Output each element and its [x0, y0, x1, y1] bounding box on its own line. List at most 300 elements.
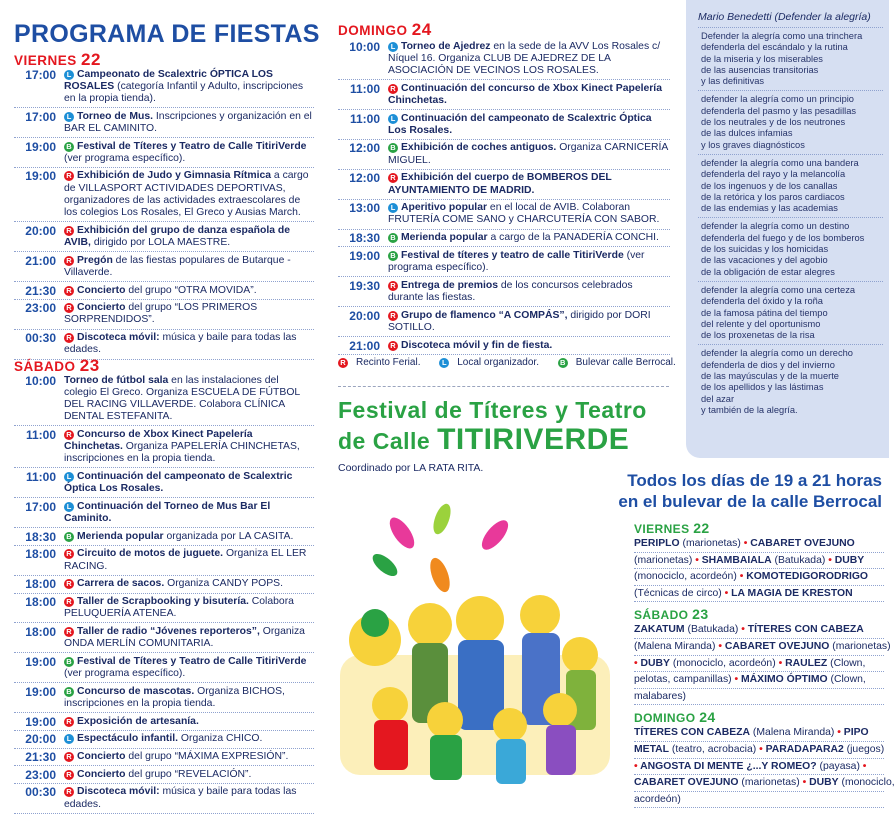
performer-name: RAULEZ [782, 657, 828, 669]
bullet-icon: • [724, 587, 729, 599]
schedule-row [14, 300, 314, 330]
event-title: Grupo de flamenco “A COMPÁS”, [401, 309, 568, 321]
event-title: Torneo de Ajedrez [401, 40, 491, 52]
event-text [64, 626, 314, 650]
performer-detail: (Malena Miranda) [634, 640, 719, 652]
schedule-row [14, 683, 314, 713]
bullet-icon: • [739, 571, 744, 583]
festival-line [634, 689, 884, 706]
bullet-icon: • [828, 554, 832, 566]
performer-name: MÁXIMO ÓPTIMO [738, 674, 828, 686]
poem-line: de la miseria y los miserables [701, 53, 823, 64]
event-text [64, 769, 314, 781]
festival-day-label: SÁBADO [634, 608, 689, 623]
schedule-row [14, 623, 314, 653]
event-text [388, 232, 670, 244]
festival-day-label: VIERNES [634, 522, 690, 536]
recinto-badge-icon: R [338, 358, 348, 368]
event-text [64, 429, 314, 466]
event-time: 17:00 [25, 67, 56, 82]
performer-detail: (Malena Miranda) [750, 727, 838, 739]
poem-line: defenderla del fuego y de los bomberos [701, 232, 865, 243]
poem-line: y también de la alegría. [701, 404, 798, 415]
event-title: Continuación del campeonato de Scalextric Óptica Los Rosales. [64, 470, 293, 495]
event-time: 19:00 [25, 139, 56, 154]
performer-detail: (Batukada) [684, 624, 742, 636]
event-details: en la sede de la AVV Los Rosales c/ Níquel 16. Organiza CLUB DE AJEDREZ DE LA ASOCIACIÓN DE VECINOS LOS ROSALES. [388, 40, 661, 76]
poem-line: defender la alegría como una bandera [701, 157, 859, 168]
event-details: Organiza BICHOS, inscripciones en la propia tienda. [64, 685, 285, 709]
venue-badge-icon: R [388, 173, 398, 183]
festival-title-line1: Festival de Títeres y Teatro [338, 397, 647, 423]
festival-day-number: 23 [692, 606, 709, 623]
event-title: Torneo de Mus. [77, 110, 154, 122]
performer-name: DUBY [637, 657, 670, 669]
schedule-row [14, 426, 314, 468]
event-time: 11:00 [25, 427, 56, 442]
poem-line: defender la alegría como un principio [701, 94, 854, 105]
event-text [388, 41, 670, 78]
bullet-icon: • [837, 727, 841, 739]
venue-badge-icon: R [64, 171, 74, 181]
festival-line [634, 553, 884, 570]
event-text [64, 578, 314, 590]
divider [338, 386, 669, 387]
event-time: 18:00 [25, 624, 56, 639]
event-text [388, 83, 670, 107]
schedule-row [14, 576, 314, 594]
performer-name: DUBY [806, 777, 839, 789]
performer-detail: (monociclo, [838, 777, 895, 789]
performer-name: PERIPLO [634, 538, 680, 549]
venue-badge-icon: L [388, 42, 398, 52]
schedule-row [14, 784, 314, 814]
performer-detail: (Batukada) [771, 554, 829, 566]
event-details: Organiza ONDA MERLÍN COMUNITARIA. [64, 625, 305, 650]
performer-detail: (Clown, [827, 657, 866, 669]
event-title: Exhibición del cuerpo de BOMBEROS DEL AYUNTAMIENTO DE MADRID. [388, 172, 612, 196]
event-details: de los concursos celebrados durante las fiestas. [388, 279, 633, 303]
schedule-sabado [14, 372, 314, 814]
poem-stanza [698, 281, 883, 344]
venue-badge-icon: R [64, 597, 74, 607]
event-title: Discoteca móvil: [77, 786, 160, 798]
schedule-row [338, 277, 670, 307]
poem-line: defenderla del óxido y la roña [701, 296, 823, 307]
event-details: (ver programa específico). [64, 152, 186, 164]
event-title: Taller de radio “Jóvenes reporteros”, [77, 625, 260, 637]
performer-detail: (payasa) [816, 760, 863, 772]
event-title: Torneo de fútbol sala [64, 374, 169, 386]
day-label: SÁBADO [14, 359, 76, 374]
event-time: 17:00 [25, 109, 56, 124]
event-title: Exhibición del grupo de danza española de AVIB, [64, 224, 291, 248]
schedule-row [14, 138, 314, 168]
schedule-row [14, 222, 314, 252]
schedule-row [14, 594, 314, 624]
event-details: a cargo de la PANADERÍA CONCHI. [487, 232, 659, 244]
day-label: DOMINGO [338, 23, 408, 38]
event-time: 19:30 [349, 278, 380, 293]
performer-detail: (juegos) [843, 743, 885, 755]
event-time: 18:00 [25, 595, 56, 610]
venue-badge-icon: B [64, 532, 74, 542]
venue-badge-icon: L [388, 203, 398, 213]
event-title: Aperitivo popular [401, 202, 488, 214]
venue-badge-icon: R [64, 286, 74, 296]
event-title: Discoteca móvil: [77, 332, 160, 344]
bullet-icon: • [634, 657, 638, 669]
schedule-row [14, 713, 314, 731]
schedule-row [338, 247, 670, 277]
event-text [64, 751, 314, 763]
poem-author: Mario Benedetti (Defender la alegría) [698, 11, 871, 23]
event-text [64, 548, 314, 572]
venue-badge-icon: R [388, 281, 398, 291]
event-time: 19:00 [25, 714, 56, 729]
poem-line: de la famosa pátina del tiempo [701, 307, 828, 318]
venue-badge-icon: L [64, 734, 74, 744]
schedule-row [14, 282, 314, 300]
venue-badge-icon: L [64, 472, 74, 482]
event-text [64, 716, 314, 728]
event-details: música y baile para todas las edades. [64, 332, 297, 356]
event-title: Espectáculo infantil. [77, 733, 179, 745]
event-details: del grupo “MÁXIMA EXPRESIÓN”. [125, 751, 289, 763]
event-text [64, 733, 314, 745]
event-text [64, 531, 314, 543]
event-title: Concierto [77, 284, 126, 296]
festival-line [634, 792, 884, 809]
event-title: Entrega de premios [401, 279, 499, 291]
venue-badge-icon: R [64, 752, 74, 762]
performer-name: PIPO [840, 727, 869, 739]
venue-badge-icon: R [388, 311, 398, 321]
venue-badge-icon: B [64, 687, 74, 697]
poem-line: defenderla del escándalo y la rutina [701, 42, 848, 53]
event-text [64, 141, 314, 165]
event-text [64, 656, 314, 680]
day-number: 24 [411, 20, 432, 39]
poem-line: de las vacaciones y del agobio [701, 255, 828, 266]
poem-line: defenderla del pasmo y las pesadillas [701, 105, 857, 116]
festival-title-line2: de Calle [338, 428, 438, 454]
event-time: 20:00 [25, 732, 56, 747]
event-time: 18:30 [349, 231, 380, 246]
venue-badge-icon: B [64, 142, 74, 152]
venue-badge-icon: R [64, 549, 74, 559]
event-time: 21:30 [25, 750, 56, 765]
schedule-row [14, 546, 314, 576]
event-text [64, 111, 314, 135]
venue-legend [338, 357, 692, 368]
event-text [64, 786, 314, 810]
poem-line: Defender la alegría como una trinchera [701, 31, 863, 41]
venue-badge-icon: B [388, 143, 398, 153]
legend-local: Local organizador. [457, 357, 539, 368]
event-title: Exhibición de coches antiguos. [401, 142, 557, 154]
poem-line: defenderla de dios y del invierno [701, 359, 835, 370]
schedule-row [14, 731, 314, 749]
bullet-icon: • [718, 640, 722, 652]
event-text [64, 255, 314, 279]
poem-stanza [698, 154, 883, 217]
festival-day-number: 22 [693, 520, 710, 536]
schedule-row [338, 337, 670, 355]
festival-line [634, 672, 884, 689]
poem-line: de los neutrales y de los neutrones [701, 117, 846, 128]
venue-badge-icon: R [388, 341, 398, 351]
event-time: 21:30 [25, 283, 56, 298]
performer-name: CABARET OVEJUNO [634, 777, 739, 789]
bulevar-badge-icon: B [558, 358, 568, 368]
performer-detail: acordeón) [634, 793, 681, 805]
event-title: Concierto [77, 751, 126, 763]
poem-stanza [698, 344, 883, 419]
event-details: (ver programa específico). [388, 249, 645, 274]
event-details: del grupo “OTRA MOVIDA”. [125, 284, 257, 296]
schedule-row [14, 498, 314, 528]
schedule-row [338, 38, 670, 80]
event-details: (ver programa específico). [64, 668, 186, 680]
event-details: Organiza PAPELERÍA CHINCHETAS, inscripciones en la propia tienda. [64, 441, 300, 465]
festival-line [634, 622, 884, 639]
festival-day-heading [634, 709, 884, 725]
venue-badge-icon: L [64, 112, 74, 122]
event-details: del grupo “REVELACIÓN”. [125, 768, 252, 780]
festival-line [634, 759, 884, 776]
event-title: Continuación del campeonato de Scalextric Óptica Los Rosales. [388, 112, 652, 136]
schedule-row [14, 468, 314, 498]
event-text [388, 172, 670, 196]
performer-name: PARADAPARA2 [762, 743, 844, 755]
event-details: Organiza CANDY POPS. [164, 578, 284, 590]
poem-line: defender la alegría como una certeza [701, 284, 856, 295]
performer-name: METAL [634, 743, 670, 755]
event-text [64, 69, 314, 106]
schedule-row [14, 66, 314, 108]
schedule-domingo [338, 38, 670, 355]
event-text [388, 280, 670, 304]
venue-badge-icon: L [64, 502, 74, 512]
performer-detail: (Técnicas de circo) [634, 587, 725, 599]
event-details: en el local de AVIB. Colaboran FRUTERÍA COME SANO y CHARCUTERÍA CON SABOR. [388, 202, 660, 226]
event-title: Carrera de sacos. [77, 578, 165, 590]
event-time: 11:00 [25, 469, 56, 484]
schedule-row [338, 307, 670, 337]
poem-stanza [698, 217, 883, 280]
poem-line: y las definitivas [701, 76, 765, 87]
event-details: a cargo de VILLASPORT ACTIVIDADES DEPORTIVAS, organizadores de las actividades extraescolares de los colegios Los Rosales, El Greco y Ausias March. [64, 170, 309, 219]
poem-line: defenderla del rayo y la melancolía [701, 169, 846, 180]
bullet-icon: • [741, 624, 745, 636]
schedule-row [338, 80, 670, 110]
festival-line [634, 742, 884, 759]
bullet-icon: • [634, 760, 638, 772]
event-time: 18:30 [25, 529, 56, 544]
event-details: música y baile para todas las edades. [64, 786, 297, 810]
event-details: Organiza CHICO. [178, 733, 263, 745]
venue-badge-icon: B [388, 251, 398, 261]
event-time: 18:00 [25, 547, 56, 562]
performer-detail: (monociclo, acordeón) [634, 571, 740, 583]
performer-detail: (teatro, acrobacia) [669, 743, 760, 755]
poem-line: de las dulces infamias [701, 128, 793, 139]
bullet-icon: • [743, 538, 748, 549]
schedule-viernes [14, 66, 314, 360]
poem-stanzas [698, 27, 883, 419]
performer-detail: pelotas, campanillas) [634, 674, 735, 686]
event-text [64, 501, 314, 525]
venue-badge-icon: R [64, 787, 74, 797]
festival-day-heading [634, 606, 884, 622]
venue-badge-icon: R [64, 770, 74, 780]
event-time: 20:00 [25, 223, 56, 238]
event-text [388, 250, 670, 274]
event-details: Colabora PELUQUERÍA ATENEA. [64, 596, 294, 620]
bullet-icon: • [759, 743, 763, 755]
event-text [388, 340, 670, 352]
event-title: Merienda popular [401, 232, 488, 244]
venue-badge-icon: R [64, 579, 74, 589]
event-title: Merienda popular [77, 530, 164, 542]
venue-badge-icon: R [64, 303, 74, 313]
event-time: 19:00 [349, 248, 380, 263]
event-text [64, 170, 314, 219]
festival-coordinator: Coordinado por LA RATA RITA. [338, 462, 484, 474]
festival-line [634, 725, 884, 742]
event-details: Organiza EL LER RACING. [64, 548, 307, 572]
event-time: 21:00 [349, 338, 380, 353]
schedule-row [338, 110, 670, 140]
event-details: del grupo “LOS PRIMEROS SORPRENDIDOS”. [64, 302, 258, 326]
event-time: 18:00 [25, 577, 56, 592]
local-badge-icon: L [439, 358, 449, 368]
schedule-row [14, 168, 314, 222]
performer-detail: (marionetas) [829, 640, 891, 652]
festival-schedule-heading [590, 470, 882, 512]
performer-detail: (marionetas) [634, 554, 696, 566]
event-text [64, 471, 314, 495]
event-details: de las fiestas populares de Butarque - Villaverde. [64, 254, 291, 278]
event-title: Festival de Títeres y Teatro de Calle TitiriVerde [77, 655, 307, 667]
performer-name: TÍTERES CON CABEZA [634, 727, 751, 739]
event-details: Organiza CARNICERÍA MIGUEL. [388, 142, 668, 166]
event-title: Discoteca móvil y fin de fiesta. [401, 339, 553, 351]
venue-badge-icon: B [64, 657, 74, 667]
venue-badge-icon: R [64, 256, 74, 266]
event-time: 10:00 [349, 39, 380, 54]
event-title: Continuación del concurso de Xbox Kinect Papelería Chinchetas. [388, 82, 662, 106]
venue-badge-icon: R [64, 333, 74, 343]
event-text [64, 596, 314, 620]
day-label: VIERNES [14, 53, 77, 68]
festival-day-label: DOMINGO [634, 711, 696, 726]
event-time: 12:00 [349, 141, 380, 156]
event-time: 19:00 [25, 684, 56, 699]
event-details: (categoría Infantil y Adulto, inscripciones en la propia tienda). [64, 80, 304, 104]
festival-line [634, 639, 891, 656]
venue-badge-icon: R [64, 226, 74, 236]
festival-line [634, 536, 884, 553]
event-title: Concierto [77, 302, 126, 314]
schedule-row [338, 230, 670, 248]
page-title: PROGRAMA DE FIESTAS [14, 20, 320, 48]
poem-line: de la retórica y los paros cardiacos [701, 191, 845, 202]
juggling-pins-icon [369, 502, 513, 595]
event-text [64, 285, 314, 297]
event-time: 23:00 [25, 301, 56, 316]
event-text [64, 225, 314, 249]
poem-line: de las mayúsculas y de la muerte [701, 371, 839, 382]
event-text [388, 142, 670, 166]
festival-title-brand: TITIRIVERDE [437, 423, 630, 456]
event-time: 12:00 [349, 171, 380, 186]
festival-line [634, 569, 884, 586]
poem-line: de las endemias y las academias [701, 203, 838, 214]
poem-box [686, 0, 889, 458]
bullet-icon: • [778, 657, 783, 669]
performer-detail: (marionetas) [679, 538, 744, 549]
poem-line: defender la alegría como un destino [701, 221, 850, 232]
performer-name: CABARET OVEJUNO [721, 640, 830, 652]
poem-line: de los ingenuos y de los canallas [701, 180, 838, 191]
festival-day-number: 24 [699, 709, 716, 726]
poem-line: de la obligación de estar alegres [701, 266, 835, 277]
schedule-row [14, 653, 314, 683]
festival-line [634, 586, 884, 603]
day-number: 22 [81, 50, 101, 69]
event-time: 00:30 [25, 785, 56, 800]
performer-name: CABARET OVEJUNO [747, 538, 855, 549]
event-time: 19:00 [25, 169, 56, 184]
event-time: 23:00 [25, 767, 56, 782]
event-text [64, 302, 314, 326]
venue-badge-icon: L [64, 70, 74, 80]
event-time: 00:30 [25, 331, 56, 346]
event-title: Pregón [77, 254, 113, 266]
performer-name: DUBY [831, 554, 865, 566]
schedule-row [14, 528, 314, 546]
performer-name: KOMOTEDIGORODRIGO [743, 571, 869, 583]
festival-line [634, 775, 895, 792]
bullet-icon: • [695, 554, 699, 566]
schedule-row [338, 170, 670, 200]
event-title: Exposición de artesanía. [77, 715, 199, 727]
poem-line: defender la alegría como un derecho [701, 348, 853, 359]
performer-detail: (marionetas) [738, 777, 803, 789]
poem-line: del azar [701, 393, 735, 404]
event-text [388, 113, 670, 137]
event-time: 20:00 [349, 308, 380, 323]
event-title: Exhibición de Judo y Gimnasia Rítmica [77, 170, 272, 182]
festival-day-heading [634, 520, 884, 536]
event-time: 11:00 [349, 111, 380, 126]
event-text [388, 310, 670, 334]
schedule-row [14, 252, 314, 282]
day-heading-domingo [338, 20, 432, 40]
event-text [64, 375, 314, 424]
venue-badge-icon: R [64, 430, 74, 440]
legend-recinto: Recinto Ferial. [356, 357, 421, 368]
event-title: Continuación del Torneo de Mus Bar El Caminito. [64, 500, 271, 525]
event-details: dirigido por DORI SOTILLO. [388, 309, 651, 333]
performer-name: LA MAGIA DE KRESTON [728, 587, 853, 599]
event-title: Concurso de mascotas. [77, 685, 195, 697]
event-details: dirigido por LOLA MAESTRE. [90, 236, 231, 248]
schedule-row [14, 108, 314, 138]
venue-badge-icon: B [388, 233, 398, 243]
